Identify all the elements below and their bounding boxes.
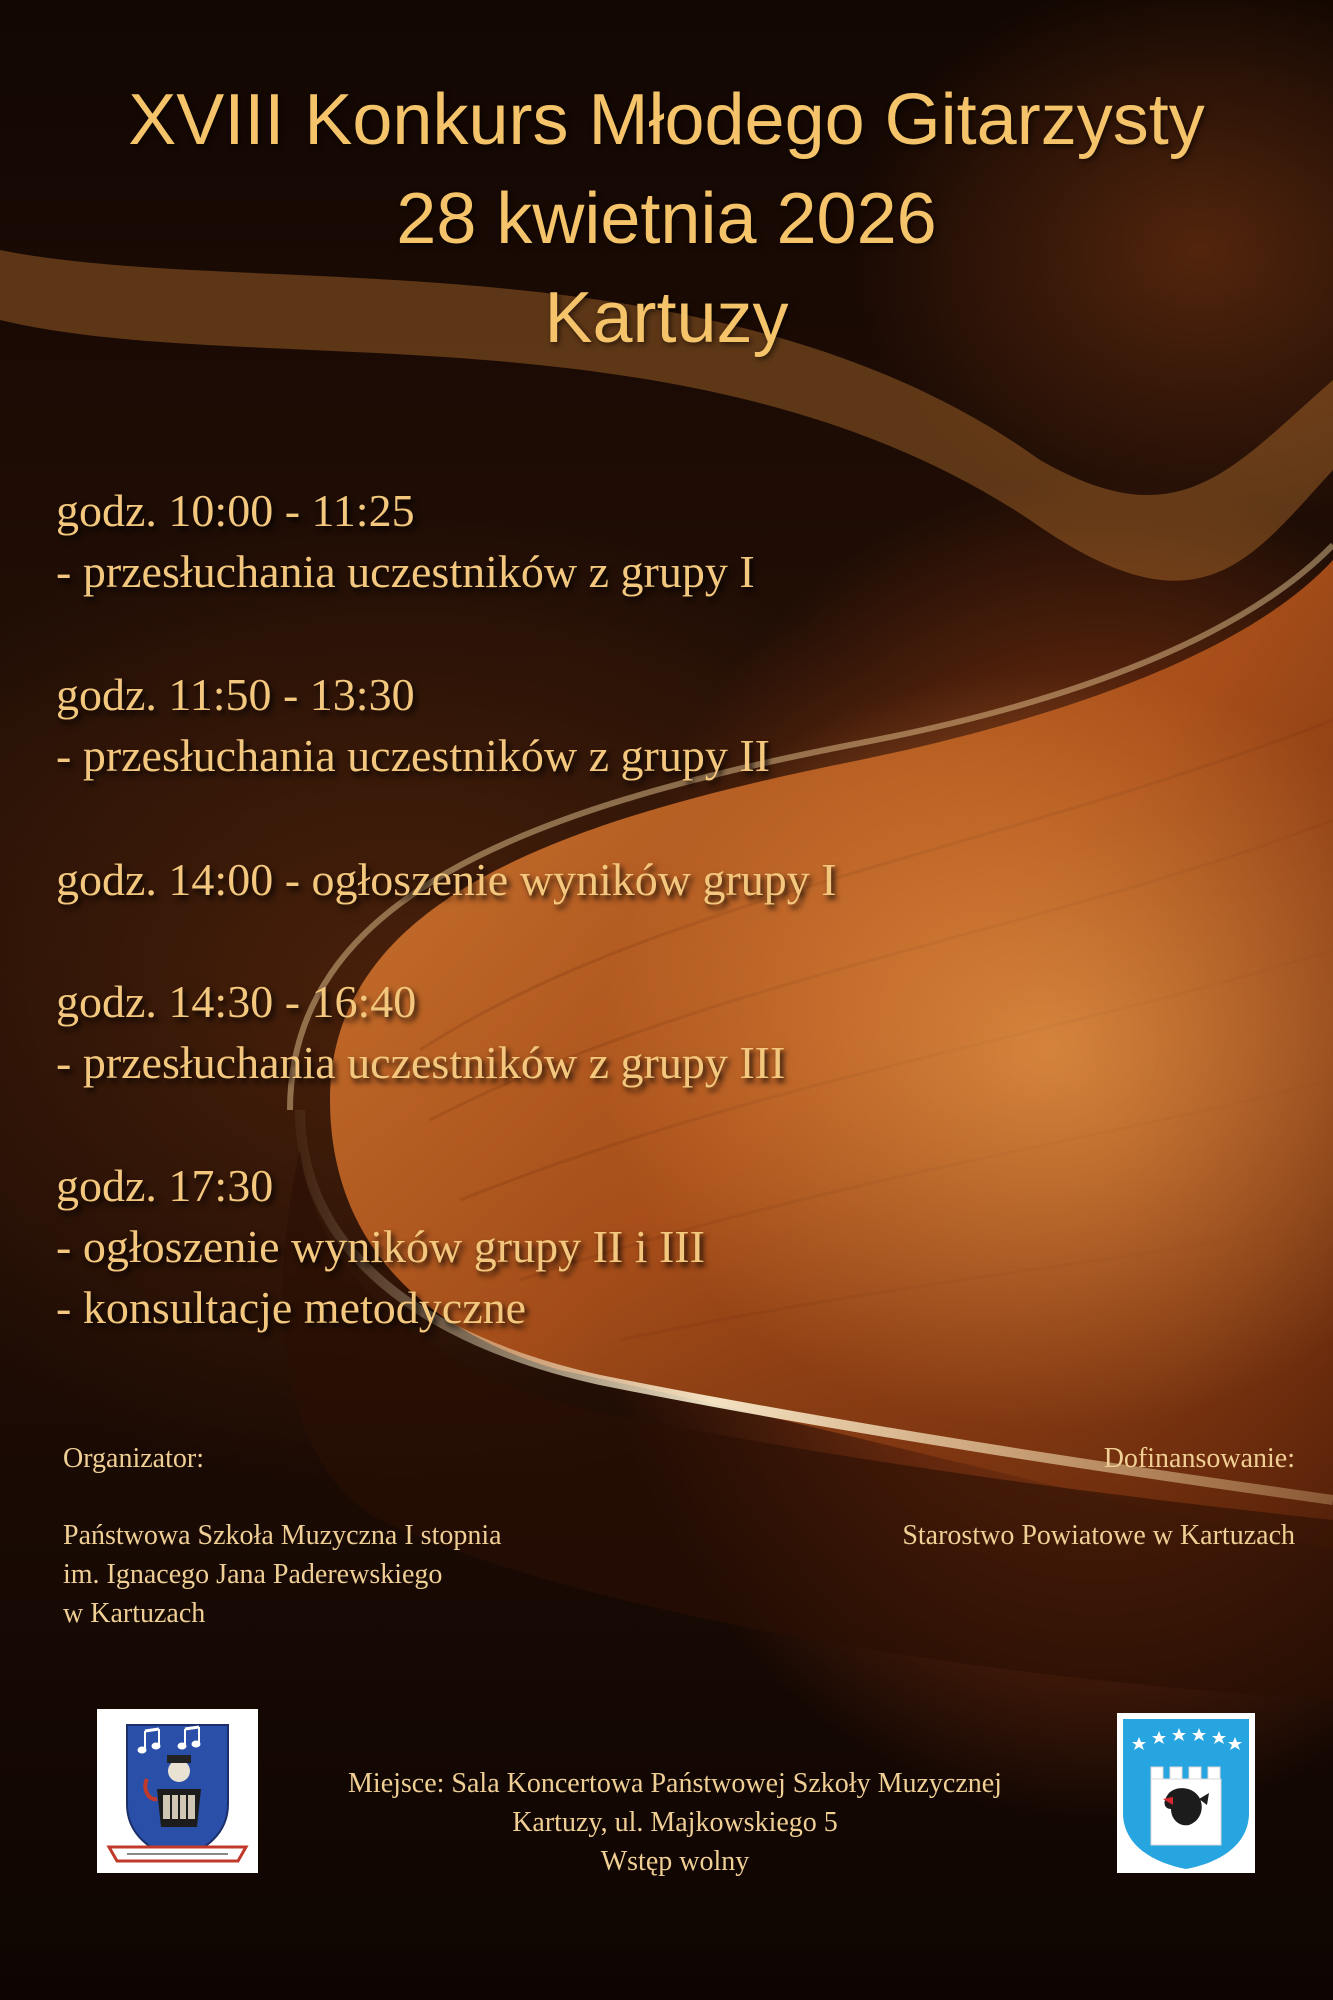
schedule-desc-5: - ogłoszenie wyników grupy II i III <box>56 1221 705 1272</box>
venue-entry: Wstęp wolny <box>600 1846 750 1877</box>
event-title: XVIII Konkurs Młodego Gitarzysty <box>128 80 1205 160</box>
schedule-time-2: godz. 11:50 - 13:30 <box>56 669 415 720</box>
organizer-line2: im. Ignacego Jana Paderewskiego <box>63 1559 443 1590</box>
school-logo <box>97 1709 258 1873</box>
funding-label: Dofinansowanie: <box>1103 1443 1295 1474</box>
schedule-time-5: godz. 17:30 <box>56 1160 274 1211</box>
schedule-time-1: godz. 10:00 - 11:25 <box>56 485 415 536</box>
schedule-time-3: godz. 14:00 - ogłoszenie wyników grupy I <box>56 854 837 905</box>
schedule-desc-5b: - konsultacje metodyczne <box>56 1282 527 1333</box>
venue-address: Kartuzy, ul. Majkowskiego 5 <box>512 1807 838 1838</box>
schedule-desc-4: - przesłuchania uczestników z grupy III <box>56 1037 786 1088</box>
schedule-desc-1: - przesłuchania uczestników z grupy I <box>56 546 755 597</box>
kartuzy-coat-of-arms-icon <box>1117 1713 1255 1873</box>
organizer-line3: w Kartuzach <box>63 1598 206 1629</box>
event-city: Kartuzy <box>544 278 789 358</box>
schedule-time-4: godz. 14:30 - 16:40 <box>56 976 417 1027</box>
organizer-label: Organizator: <box>63 1443 204 1474</box>
event-date: 28 kwietnia 2026 <box>396 179 937 259</box>
venue-line1: Miejsce: Sala Koncertowa Państwowej Szkoły Muzycznej <box>348 1768 1002 1799</box>
funding-name: Starostwo Powiatowe w Kartuzach <box>902 1520 1295 1551</box>
kartuzy-logo <box>1117 1713 1255 1873</box>
schedule-desc-2: - przesłuchania uczestników z grupy II <box>56 730 770 781</box>
organizer-line1: Państwowa Szkoła Muzyczna I stopnia <box>63 1520 502 1551</box>
school-crest-icon <box>97 1709 258 1873</box>
